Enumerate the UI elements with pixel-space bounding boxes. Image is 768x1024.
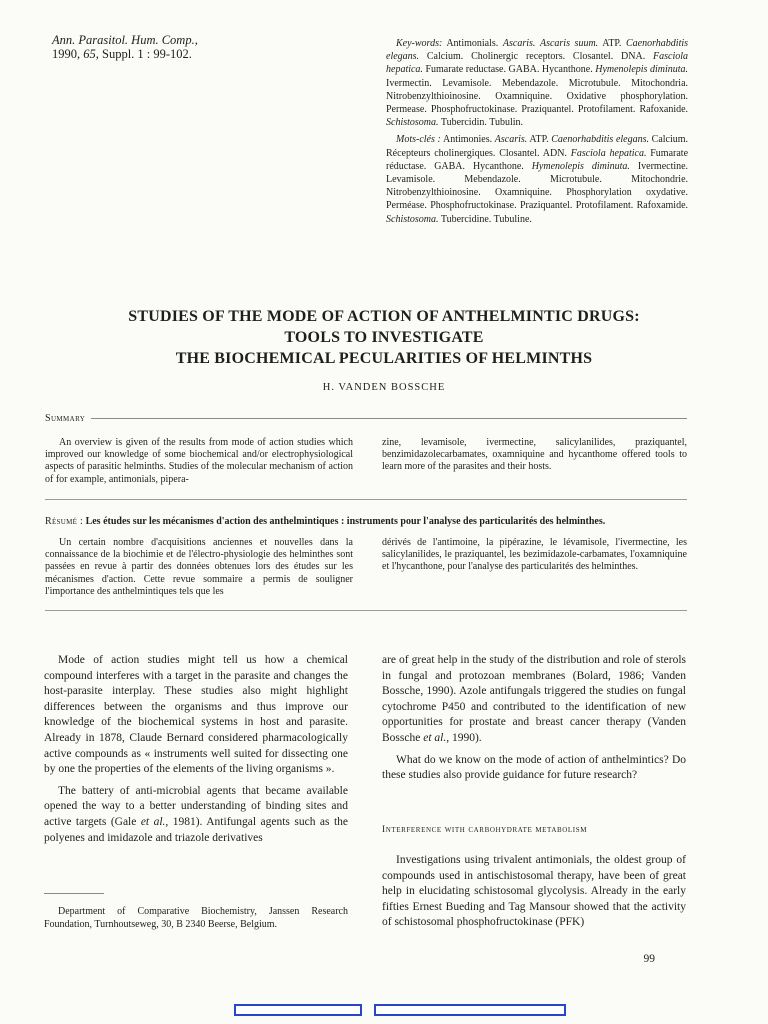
motcle-7: ADN. [542,147,567,159]
keyword-6: Cholinergic receptors. [471,51,566,63]
p3-text-a: are of great help in the study of the distribution and role of sterols in fungal and protozoan membranes (Bolard, 1986; Vanden Bossche, 1990). Azole antifungals triggered the studies on fungal cytochrome P450 and contributed to the identification of new opportunities for prostate and breast cancer therapy (Vanden Bossche [382,654,686,744]
summary-left-text: An overview is given of the results from mode of action studies which improved our knowledge of some biochemical and/or electrophysiological aspects of parasitic helminths. Studies of the molecular mechanism of action of for example, antimonials, pipera- [45,437,353,485]
section-heading: Interference with carbohydrate metabolism [382,825,588,835]
motcle-25: Rafoxamide. [636,200,689,212]
motcle-4: Calcium. [651,134,689,146]
keywords-block [386,37,688,226]
body-paragraph-3 [382,653,686,747]
keyword-27: Schistosoma. [386,117,439,129]
body-paragraph-1: Mode of action studies might tell us how a chemical compound interferes with a target in the parasite and changes the host-parasite interplay. These studies also might highlight differences between the organisms and thus improve our knowledge of the biochemical systems in host and parasite. Already in 1878, Claude Bernard considered pharmacologically active compounds as « instruments well suited for dissecting one by one the properties of the elements of the living organisms ». [44,654,348,776]
keyword-14: Ivermectin. [386,77,432,89]
p2-etal: et al., [140,815,169,828]
keyword-19: Nitrobenzylthioinosine. [386,90,481,102]
journal-citation [52,33,198,61]
motcle-3: Caenorhabditis elegans. [551,134,649,146]
keyword-8: DNA. [621,51,646,63]
body-right-column-lower [382,853,686,931]
keyword-17: Microtubule. [568,77,621,89]
motcle-6: Closantel. [499,147,540,159]
title-line-1: STUDIES OF THE MODE OF ACTION OF ANTHELMINTIC DRUGS: [128,308,640,325]
resume-right [382,537,687,574]
summary-right [382,437,687,474]
keyword-9: Fasciola hepatica. [386,51,689,76]
bottom-link-box-2[interactable] [374,1004,566,1016]
motscles-label: Mots-clés : [396,134,441,146]
citation-year: 1990, [52,47,81,61]
title-line-3: THE BIOCHEMICAL PECULARITIES OF HELMINTHS [175,350,593,367]
motcle-17: Mitochondrie. [631,174,689,186]
motcle-19: Oxamniquine. [495,187,552,199]
motscles-list [386,134,688,224]
keyword-11: GABA. [508,64,540,76]
keywords-en [386,37,688,129]
keyword-12: Hycanthone. [541,64,593,76]
keyword-3: ATP. [602,38,622,49]
motcle-21: Perméase. [386,200,427,212]
resume-left [45,537,353,598]
footnote: Department of Comparative Biochemistry, Janssen Research Foundation, Turnhoutseweg, 30, B 2340 Beerse, Belgium. [44,906,348,930]
motcle-28: Tubuline. [493,213,532,225]
motcle-10: GABA. [434,160,466,172]
motcle-8: Fasciola hepatica. [570,147,647,159]
p3-etal: et al., [423,731,450,744]
keyword-28: Tubercidin. [440,117,487,129]
bottom-link-box-1[interactable] [234,1004,362,1016]
motcle-15: Mebendazole. [464,174,521,186]
article-title [60,306,708,369]
summary-right-text: zine, levamisole, ivermectine, salicylanilides, praziquantel, benzimidazolecarbamates, oxamniquine and hycanthome offered tools to learn more of the parasites and their hosts. [382,437,687,473]
keyword-4: Caenorhabditis elegans. [386,38,689,63]
motcle-13: Ivermectine. [637,160,689,172]
motcle-18: Nitrobenzylthioinosine. [386,187,481,199]
keyword-0: Antimonials. [446,38,499,49]
motcle-1: Ascaris. [494,134,528,146]
page-number: 99 [643,953,655,965]
keyword-18: Mitochondria. [631,77,689,89]
keyword-7: Closantel. [572,51,614,63]
motcle-26: Schistosoma. [386,213,439,225]
keyword-10: Fumarate reductase. [425,64,506,76]
resume-label: Résumé : [45,516,84,527]
keywords-label: Key-words: [396,38,443,49]
resume-title: Les études sur les mécanismes d'action des anthelmintiques : instruments pour l'analyse des particularités des helminthes. [85,516,606,527]
keywords-fr [386,133,688,225]
keyword-1: Ascaris. [502,38,536,49]
keyword-21: Oxidative phosphorylation. [566,90,688,102]
journal-name: Ann. Parasitol. Hum. Comp., [52,33,198,47]
body-paragraph-5: Investigations using trivalent antimonials, the oldest group of compounds used in antischistosomal therapy, have been of great help in elucidating schistosomal glycolysis. Already in the early fifties Ernest Bueding and Tag Mansour showed that the activity of schistosomal phosphofructokinase (PFK) [382,854,686,929]
footnote-rule [44,893,104,894]
summary-heading-row [45,413,687,424]
body-right-column [382,653,686,784]
motcle-16: Microtubule. [549,174,602,186]
motcle-5: Récepteurs cholinergiques. [386,147,496,159]
motcle-23: Praziquantel. [519,200,573,212]
body-paragraph-4: What do we know on the mode of action of anthelmintics? Do these studies also provide guidance for future research? [382,753,686,782]
author: H. VANDEN BOSSCHE [322,382,446,393]
keyword-20: Oxamniquine. [495,90,553,102]
summary-rule [91,418,687,419]
keyword-13: Hymenolepis diminuta. [595,64,688,76]
p2-text-b: 1981). Antifungal agents such as the polyenes and imidazole and triazole derivatives [44,815,348,844]
motcle-2: ATP. [529,134,549,146]
motcle-22: Phosphofructokinase. [430,200,517,212]
keyword-25: Protofilament. [577,104,636,116]
keyword-15: Levamisole. [442,77,492,89]
motcle-14: Levamisole. [386,174,436,186]
citation-pages: Suppl. 1 : 99-102. [102,47,192,61]
resume-right-text: dérivés de l'antimoine, la pipérazine, le lévamisole, l'ivermectine, les salicylanilides, le praziquantel, les bezimidazole-carbamates, l'oxamniquine et l'hycanthone, pour l'analyse des particularités des helminthes. [382,537,687,573]
motcle-20: Phosphorylation oxydative. [566,187,688,199]
citation-volume: 65, [83,47,99,61]
motcle-9: Fumarate réductase. [386,147,689,172]
keyword-2: Ascaris suum. [539,38,599,49]
keywords-list [386,38,688,128]
summary-left [45,437,353,486]
resume-bottom-rule [45,610,687,611]
keyword-22: Permease. [386,104,427,116]
body-left-column [44,653,348,846]
keyword-16: Mebendazole. [501,77,559,89]
body-paragraph-2 [44,784,348,846]
motcle-0: Antimonies. [442,134,493,146]
summary-bottom-rule [45,499,687,500]
keyword-26: Rafoxanide. [639,104,689,116]
p2-text-a: The battery of anti-microbial agents that became available opened the way to a better understanding of binding sites and active targets (Gale [44,784,348,828]
p3-text-b: 1990). [449,731,482,744]
keyword-29: Tubulin. [489,117,524,129]
keyword-24: Praziquantel. [521,104,574,116]
motcle-24: Protofilament. [575,200,634,212]
motcle-27: Tubercidine. [440,213,492,225]
resume-heading [45,516,687,527]
summary-heading: Summary [45,413,86,424]
motcle-11: Hycanthone. [472,160,524,172]
motcle-12: Hymenolepis diminuta. [531,160,630,172]
keyword-23: Phosphofructokinase. [430,104,518,116]
keyword-5: Calcium. [426,51,464,63]
title-line-2: TOOLS TO INVESTIGATE [284,329,484,346]
resume-left-text: Un certain nombre d'acquisitions anciennes et nouvelles dans la connaissance de la biochimie et de l'électro-physiologie des helminthes sont passées en revue à partir des données obtenues lors des études sur les mécanismes d'action. Cette revue sommaire a permis de souligner l'importance des anthelmintiques tels que les [45,537,353,597]
